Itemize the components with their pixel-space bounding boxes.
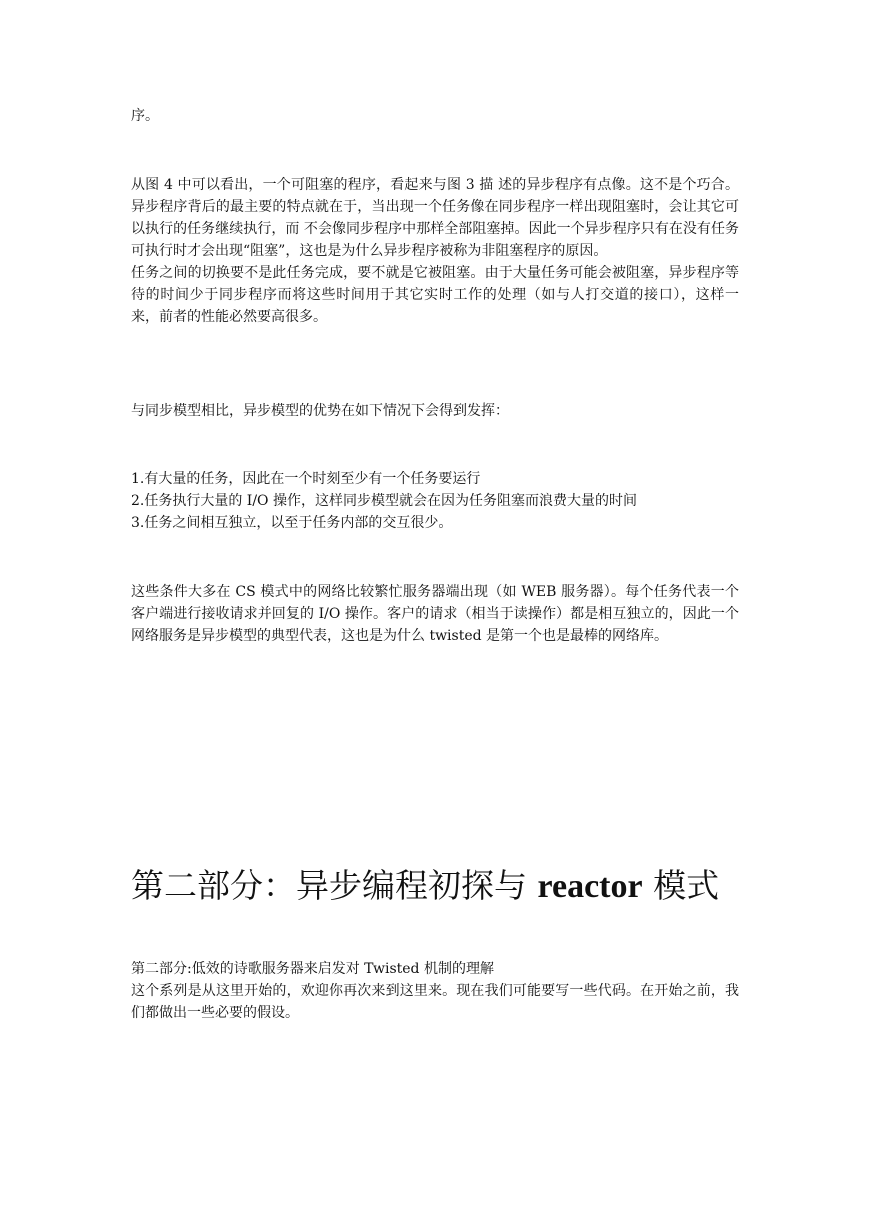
network-server-paragraph: 这些条件大多在 CS 模式中的网络比较繁忙服务器端出现（如 WEB 服务器）。每个任务代表一个客户端进行接收请求并回复的 I/O 操作。客户的请求（相当于读操作）都是相互独立的，因此一个网络服务是异步模型的典型代表，这也是为什么 twisted 是第一个也是最棒的网络库。	[131, 584, 739, 644]
async-explanation-paragraph-2: 任务之间的切换要不是此任务完成，要不就是它被阻塞。由于大量任务可能会被阻塞，异步程序等待的时间少于同步程序而将这些时间用于其它实时工作的处理（如与人打交道的接口），这样一来，前者的性能必然要高很多。	[131, 265, 739, 325]
part-two-heading	[131, 858, 751, 915]
part-two-subtitle: 第二部分:低效的诗歌服务器来启发对 Twisted 机制的理解	[131, 961, 494, 977]
advantages-intro	[131, 400, 739, 422]
list-item: 3.任务之间相互独立，以至于任务内部的交互很少。	[131, 515, 453, 531]
paragraph-tail	[131, 105, 739, 127]
part-two-intro-paragraph: 这个系列是从这里开始的，欢迎你再次来到这里来。现在我们可能要写一些代码。在开始之前，我们都做出一些必要的假设。	[131, 983, 739, 1021]
heading-prefix: 第二部分：异步编程初探与	[131, 866, 538, 905]
advantages-intro-text: 与同步模型相比，异步模型的优势在如下情况下会得到发挥：	[131, 403, 509, 419]
paragraph-tail-text: 序。	[131, 108, 159, 124]
part-two-intro-section	[131, 958, 739, 1024]
network-server-section	[131, 581, 739, 647]
async-explanation-paragraph-1: 从图 4 中可以看出，一个可阻塞的程序，看起来与图 3 描 述的异步程序有点像。这不是个巧合。异步程序背后的最主要的特点就在于，当出现一个任务像在同步程序一样出现阻塞时，会让其它可以执行的任务继续执行，而 不会像同步程序中那样全部阻塞掉。因此一个异步程序只有在没有任务可执行时才会出现“阻塞”，这也是为什么异步程序被称为非阻塞程序的原因。	[131, 177, 739, 259]
heading-keyword: reactor	[537, 868, 643, 905]
list-item: 2.任务执行大量的 I/O 操作，这样同步模型就会在因为任务阻塞而浪费大量的时间	[131, 493, 637, 509]
heading-suffix: 模式	[642, 866, 720, 905]
conditions-list	[131, 468, 739, 534]
async-explanation-section	[131, 174, 739, 328]
list-item: 1.有大量的任务，因此在一个时刻至少有一个任务要运行	[131, 471, 481, 487]
